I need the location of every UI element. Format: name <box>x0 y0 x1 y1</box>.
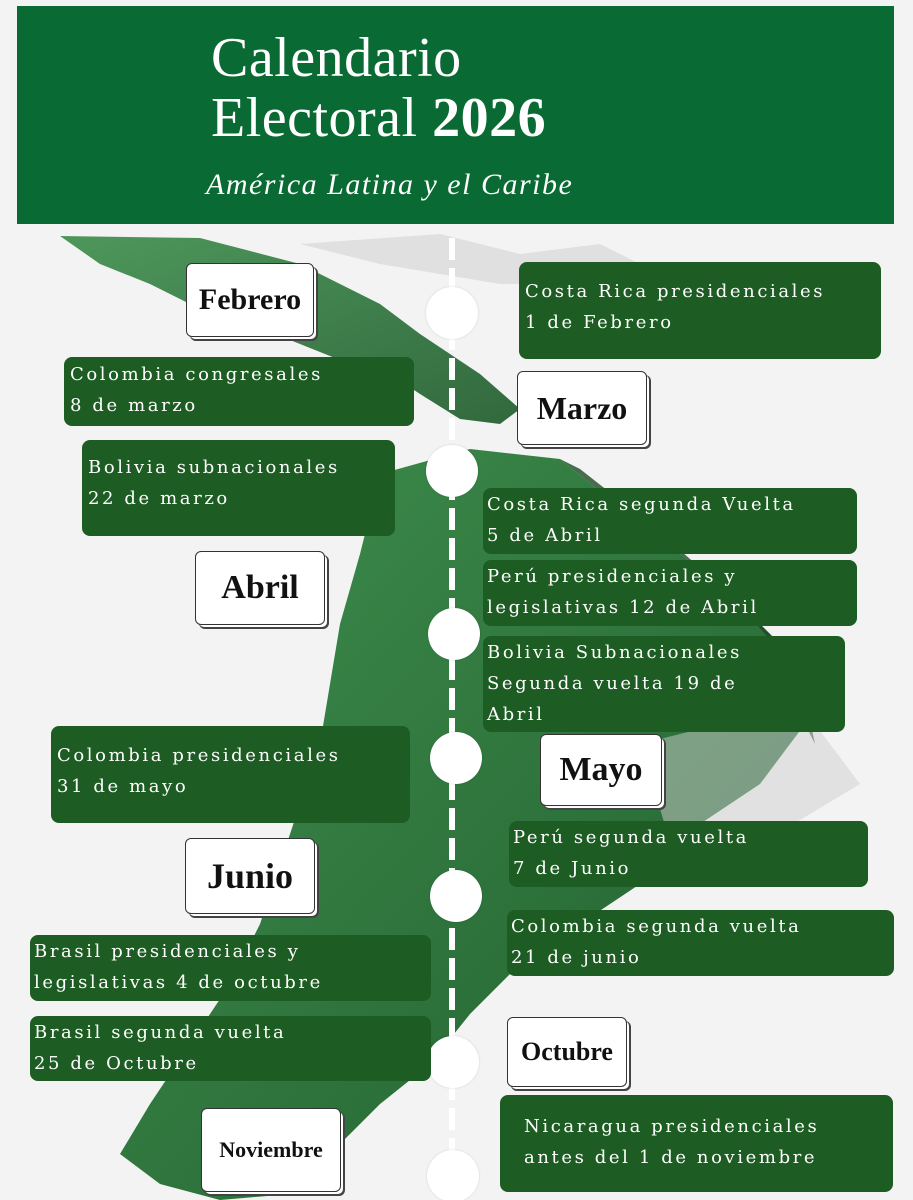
page-title <box>211 28 546 148</box>
timeline-dot <box>427 1036 479 1088</box>
title-year: 2026 <box>432 87 547 149</box>
title-line-1: Calendario <box>211 27 462 89</box>
event-nicaragua-presidenciales: Nicaragua presidenciales antes del 1 de noviembre <box>500 1095 893 1192</box>
timeline-dot <box>427 1150 479 1200</box>
event-colombia-presidenciales: Colombia presidenciales 31 de mayo <box>51 726 410 823</box>
event-colombia-congresales: Colombia congresales 8 de marzo <box>64 357 414 426</box>
title-word: Electoral <box>211 87 418 149</box>
timeline-dot <box>426 445 478 497</box>
title-line-2 <box>211 88 546 148</box>
event-peru-segunda-vuelta: Perú segunda vuelta 7 de Junio <box>509 821 868 887</box>
event-brasil-segunda-vuelta: Brasil segunda vuelta 25 de Octubre <box>30 1016 431 1081</box>
month-label-junio: Junio <box>185 838 315 914</box>
event-bolivia-subnacionales: Bolivia subnacionales 22 de marzo <box>82 440 395 536</box>
page-subtitle: América Latina y el Caribe <box>206 168 574 201</box>
event-bolivia-subnacionales-segunda: Bolivia Subnacionales Segunda vuelta 19 de Abril <box>483 636 845 732</box>
timeline-dot <box>430 870 482 922</box>
event-costa-rica-presidenciales: Costa Rica presidenciales 1 de Febrero <box>519 262 881 359</box>
month-label-octubre: Octubre <box>507 1017 627 1087</box>
event-costa-rica-segunda-vuelta: Costa Rica segunda Vuelta 5 de Abril <box>483 488 857 554</box>
month-label-marzo: Marzo <box>517 371 647 445</box>
timeline-dot <box>430 732 482 784</box>
event-colombia-segunda-vuelta: Colombia segunda vuelta 21 de junio <box>507 910 894 976</box>
month-label-mayo: Mayo <box>540 734 662 806</box>
month-label-abril: Abril <box>195 551 325 625</box>
month-label-febrero: Febrero <box>186 263 314 337</box>
event-brasil-presidenciales: Brasil presidenciales y legislativas 4 de octubre <box>30 935 431 1001</box>
event-peru-presidenciales: Perú presidenciales y legislativas 12 de Abril <box>483 560 857 626</box>
timeline-dot <box>428 608 480 660</box>
month-label-noviembre: Noviembre <box>201 1108 341 1192</box>
timeline-dot <box>426 287 478 339</box>
